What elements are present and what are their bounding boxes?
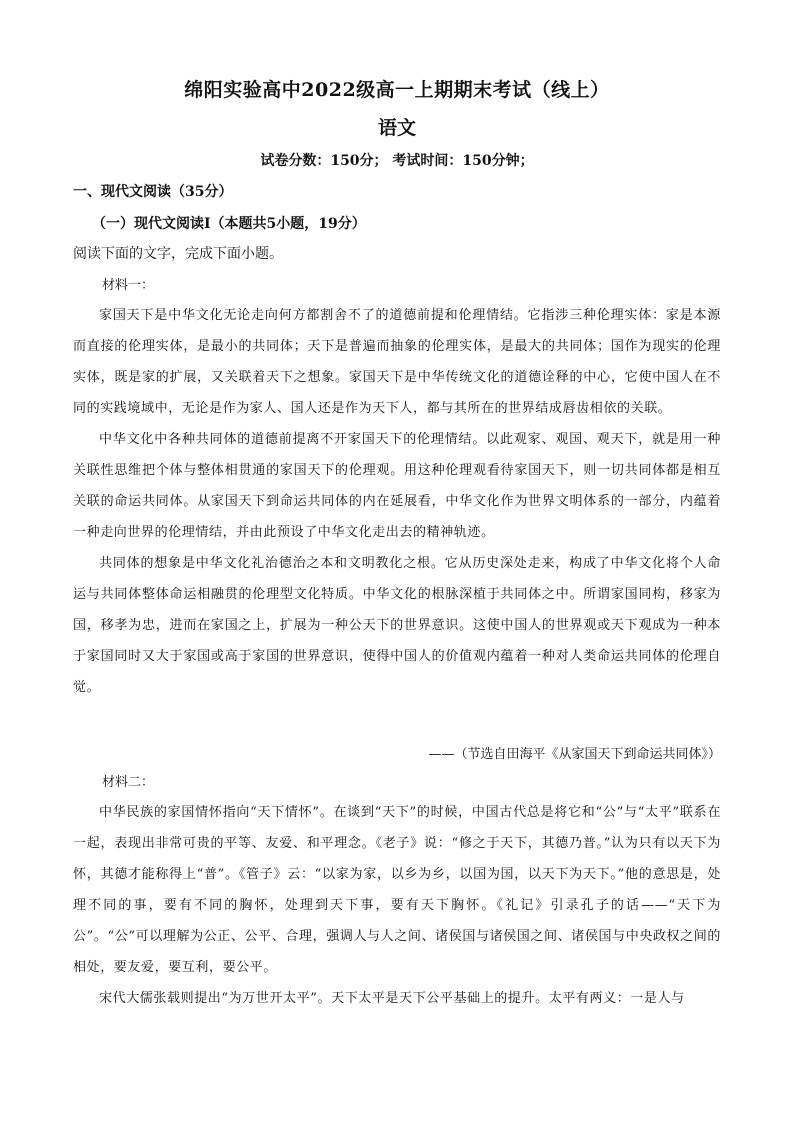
material1-body: [73, 300, 721, 703]
material1-paragraph: 共同体的想象是中华文化礼治德治之本和文明教化之根。它从历史深处走来，构成了中华文化将个人命运与共同体整体命运相融贯的伦理型文化特质。中华文化的根脉深植于共同体之中。所谓家国同构，移家为国，移孝为忠，进而在家国之上，扩展为一种公天下的世界意识。这使中国人的世界观或天下观成为一种本于家国同时又大于家国或高于家国的世界意识，使得中国人的价值观内蕴着一种对人类命运共同体的伦理自觉。: [73, 556, 721, 695]
material1-paragraph: 家国天下是中华文化无论走向何方都割舍不了的道德前提和伦理情结。它指涉三种伦理实体：家是本源而直接的伦理实体，是最小的共同体；天下是普遍而抽象的伦理实体，是最大的共同体；国作为现实的伦理实体，既是家的扩展，又关联着天下之想象。家国天下是中华传统文化的道德诠释的中心，它使中国人在不同的实践境域中，无论是作为家人、国人还是作为天下人，都与其所在的世界结成唇齿相依的关联。: [73, 308, 721, 416]
material1-paragraph: 中华文化中各种共同体的道德前提离不开家国天下的伦理情结。以此观家、观国、观天下，就是用一种关联性思维把个体与整体相贯通的家国天下的伦理观。用这种伦理观看待家国天下，则一切共同体都是相互关联的命运共同体。从家国天下到命运共同体的内在延展看，中华文化作为世界文明体系的一部分，内蕴着一种走向世界的伦理情结，并由此预设了中华文化走出去的精神轨迹。: [73, 432, 721, 540]
material2-body: [73, 797, 721, 1014]
material1-source: ——（节选自田海平《从家国天下到命运共同体》）: [428, 747, 721, 762]
material1-label: 材料一：: [102, 278, 155, 293]
material2-paragraph: 中华民族的家国情怀指向“天下情怀”。在谈到“天下”的时候，中国古代总是将它和“公”与“太平”联系在一起，表现出非常可贵的平等、友爱、和平理念。《老子》说：“修之于天下，其德乃普。”认为只有以天下为怀，其德才能称得上“普”。《管子》云：“以家为家，以乡为乡，以国为国，以天下为天下。”他的意思是，处理不同的事，要有不同的胸怀，处理到天下事，要有天下胸怀。《礼记》引录孔子的话——“天下为公”。“公”可以理解为公正、公平、合理，强调人与人之间、诸侯国与诸侯国之间、诸侯国与中央政权之间的相处，要友爱，要互利，要公平。: [73, 805, 721, 975]
material2-paragraph: 宋代大儒张载则提出“为万世开太平”。天下太平是天下公平基础上的提升。太平有两义：一是人与: [99, 991, 685, 1006]
exam-title: 绵阳实验高中2022级高一上期期末考试（线上）: [184, 79, 610, 101]
section-heading: 一、现代文阅读（35分）: [73, 184, 233, 200]
subject-title: 语文: [377, 117, 416, 139]
reading-instruction: 阅读下面的文字，完成下面小题。: [73, 246, 283, 262]
exam-meta: 试卷分数：150分； 考试时间：150分钟；: [260, 153, 534, 169]
material2-label: 材料二：: [102, 775, 155, 790]
subsection-heading: （一）现代文阅读Ⅰ（本题共5小题，19分）: [92, 216, 366, 232]
